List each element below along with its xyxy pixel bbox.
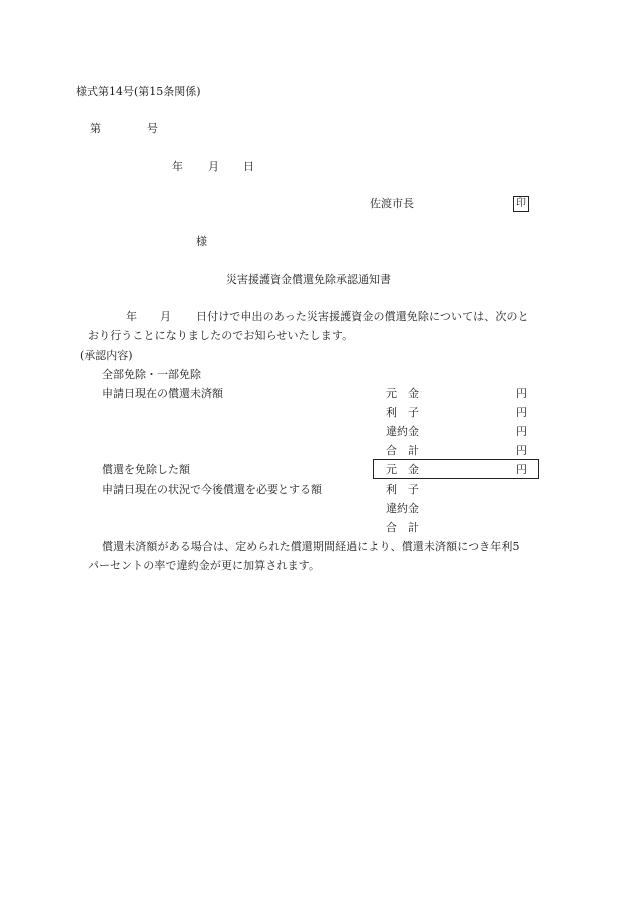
amount-row-label: 違約金: [386, 425, 419, 438]
form-number: 様式第14号(第15条関係): [76, 85, 201, 98]
amount-row-label: 違約金: [386, 502, 419, 515]
amount-row-unit: 円: [516, 463, 527, 476]
seal-stamp: 印: [513, 196, 529, 212]
intro-text-line2: おり行うことになりましたのでお知らせいたします。: [88, 329, 354, 342]
approval-heading: (承認内容): [80, 349, 133, 362]
date-month: 月: [208, 160, 219, 173]
amount-row-unit: 円: [516, 387, 527, 400]
intro-text-line1: 日付けで申出のあった災害援護資金の償還免除については、次のと: [196, 310, 529, 323]
amount-row-label: 元 金: [386, 463, 419, 476]
unpaid-label: 申請日現在の償還未済額: [102, 387, 223, 400]
intro-year: 年: [126, 310, 137, 323]
doc-number-dai: 第: [90, 122, 101, 135]
amount-row-unit: 円: [516, 425, 527, 438]
intro-month: 月: [160, 310, 171, 323]
amount-row-label: 合 計: [386, 521, 419, 534]
doc-number-go: 号: [147, 122, 158, 135]
note-line2: パーセントの率で違約金が更に加算されます。: [88, 559, 320, 572]
issuer-name: 佐渡市長: [370, 197, 414, 210]
approval-scope: 全部免除・一部免除: [102, 368, 201, 381]
addressee-suffix: 様: [196, 235, 207, 248]
amount-row-label: 利 子: [386, 483, 419, 496]
amount-row-unit: 円: [516, 444, 527, 457]
note-line1: 償還未済額がある場合は、定められた償還期間経過により、償還未済額につき年利5: [102, 540, 520, 553]
date-day: 日: [243, 160, 254, 173]
amount-row-unit: 円: [516, 406, 527, 419]
document-title: 災害援護資金償還免除承認通知書: [226, 273, 391, 286]
amount-row-label: 元 金: [386, 387, 419, 400]
exempted-label: 償還を免除した額: [102, 463, 190, 476]
date-year: 年: [172, 160, 183, 173]
remaining-label: 申請日現在の状況で今後償還を必要とする額: [102, 483, 322, 496]
amount-row-label: 利 子: [386, 406, 419, 419]
amount-row-label: 合 計: [386, 444, 419, 457]
